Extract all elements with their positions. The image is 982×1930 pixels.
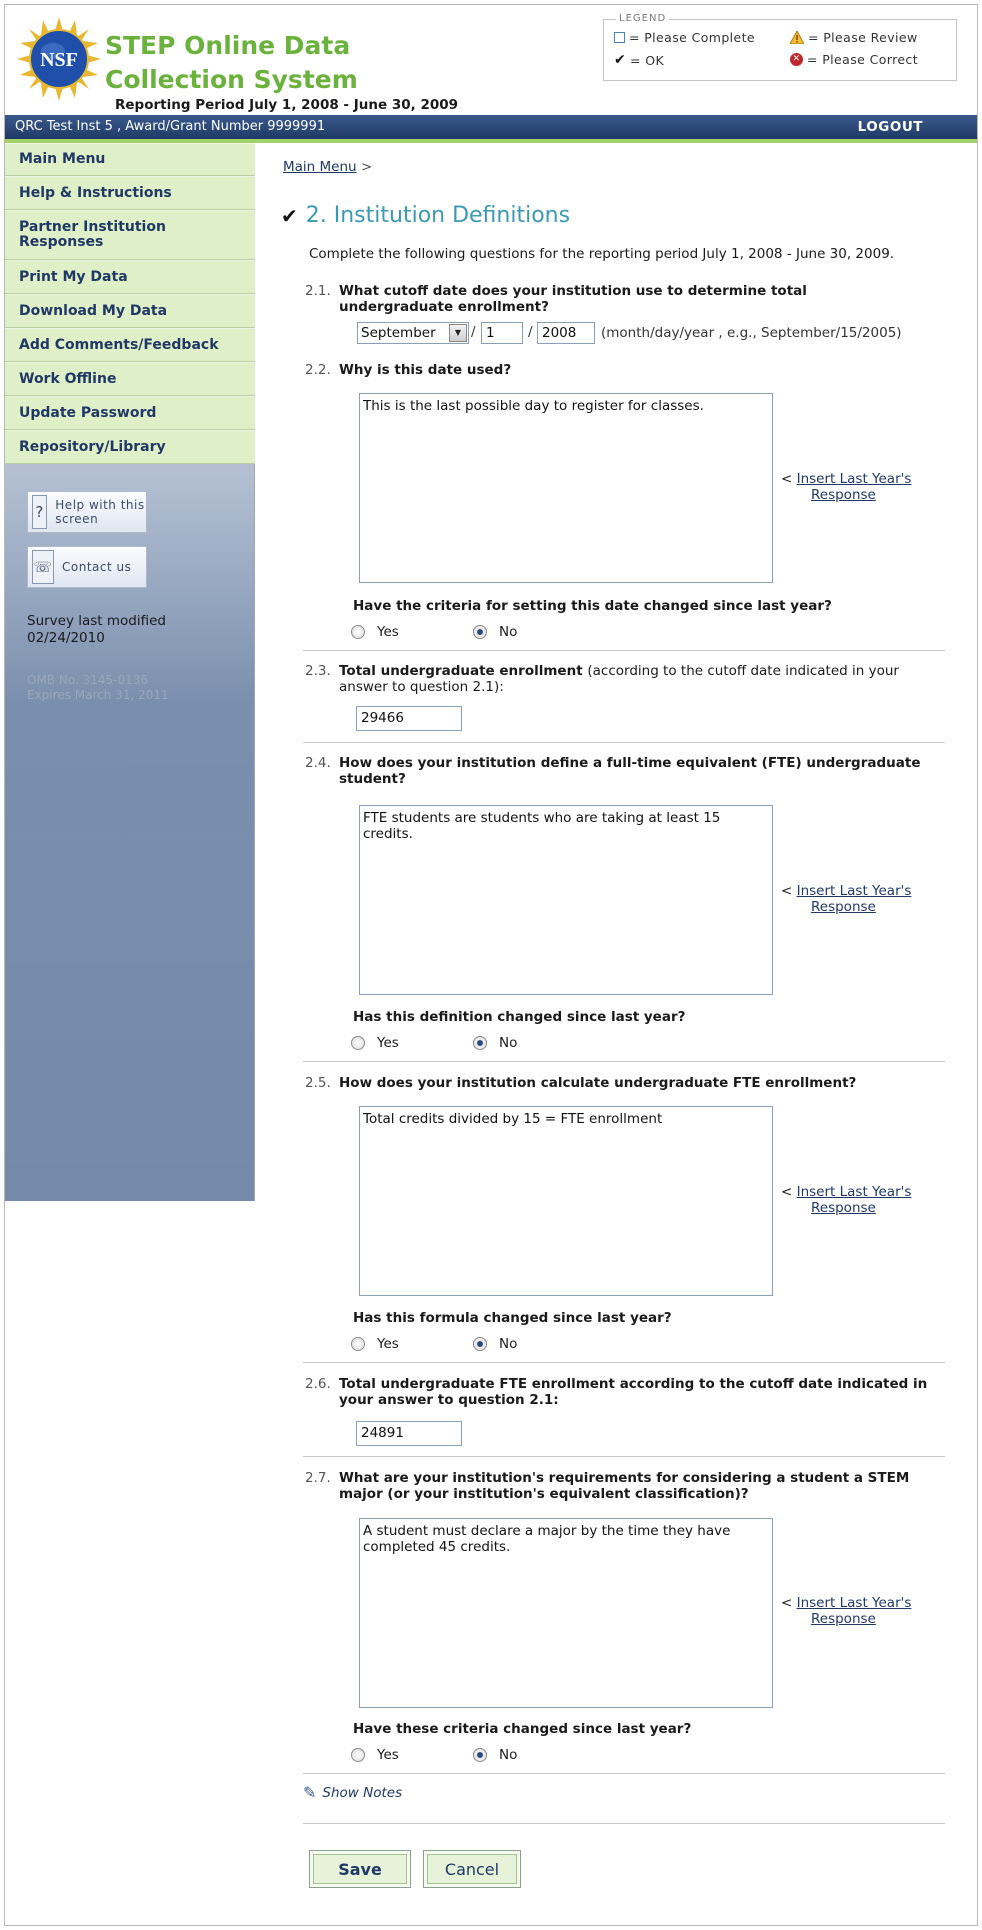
survey-modified-label: Survey last modified bbox=[27, 613, 167, 629]
insert-link-line2: Response bbox=[811, 1611, 876, 1627]
omb-info bbox=[27, 673, 169, 703]
insert-last-year-2-5 bbox=[781, 1184, 941, 1216]
section-divider bbox=[303, 1061, 945, 1062]
legend-ok bbox=[614, 52, 664, 68]
insert-link-line2: Response bbox=[811, 899, 876, 915]
sidebar-item-update-password[interactable]: Update Password bbox=[5, 396, 255, 430]
section-divider bbox=[303, 650, 945, 651]
insert-link-line1: Insert Last Year's bbox=[796, 1184, 912, 1200]
app-title: STEP Online Data Collection System bbox=[105, 31, 358, 94]
answer-2-4-textarea[interactable]: FTE students are students who are taking at least 15 credits. bbox=[359, 805, 773, 995]
chevron-down-icon: ▼ bbox=[449, 324, 467, 342]
help-button-label: Help with this screen bbox=[55, 498, 145, 526]
radio-no-2-4[interactable] bbox=[473, 1035, 517, 1051]
page-intro: Complete the following questions for the reporting period July 1, 2008 - June 30, 2009. bbox=[309, 246, 895, 262]
reporting-period: Reporting Period July 1, 2008 - June 30, 2009 bbox=[115, 97, 459, 113]
question-2-2-text: Why is this date used? bbox=[339, 362, 512, 378]
legend-please-review bbox=[790, 30, 918, 45]
logo-text: NSF bbox=[40, 49, 78, 71]
question-2-7-text: What are your institution's requirements for considering a student a STEM major (or your institution's equivalent classification)? bbox=[339, 1470, 910, 1502]
date-separator: / bbox=[471, 324, 476, 340]
insert-link-line1: Insert Last Year's bbox=[796, 471, 912, 487]
radio-button-selected[interactable] bbox=[473, 1337, 487, 1351]
question-2-5-text: How does your institution calculate undergraduate FTE enrollment? bbox=[339, 1075, 857, 1091]
question-2-3-normal: (according to the cutoff date indicated in your answer to question 2.1): bbox=[339, 663, 899, 695]
breadcrumb-main-menu-link[interactable]: Main Menu bbox=[283, 159, 357, 175]
question-number: 2.1. bbox=[305, 283, 331, 299]
legend-please-correct bbox=[790, 52, 918, 67]
app-window bbox=[4, 4, 978, 1926]
question-2-4-changed: Has this definition changed since last year? bbox=[353, 1009, 686, 1025]
show-notes-link[interactable]: Show Notes bbox=[322, 1784, 403, 1801]
help-with-screen-button[interactable] bbox=[27, 491, 147, 533]
cutoff-month-select[interactable] bbox=[357, 322, 469, 344]
radio-label: Yes bbox=[377, 1035, 399, 1051]
radio-yes-2-4[interactable] bbox=[351, 1035, 399, 1051]
radio-button-selected[interactable] bbox=[473, 1748, 487, 1762]
sidebar-item-partner-responses[interactable]: Partner Institution Responses bbox=[5, 210, 255, 260]
answer-2-7-textarea[interactable]: A student must declare a major by the time they have completed 45 credits. bbox=[359, 1518, 773, 1708]
question-2-5-changed: Has this formula changed since last year? bbox=[353, 1310, 672, 1326]
save-button[interactable]: Save bbox=[309, 1850, 411, 1888]
section-divider bbox=[303, 1773, 945, 1774]
sidebar-item-work-offline[interactable]: Work Offline bbox=[5, 362, 255, 396]
legend-label: = Please Correct bbox=[807, 52, 919, 67]
section-divider bbox=[303, 1823, 945, 1824]
section-divider bbox=[303, 742, 945, 743]
question-2-4-text: How does your institution define a full-time equivalent (FTE) undergraduate student? bbox=[339, 755, 921, 787]
radio-button[interactable] bbox=[351, 1337, 365, 1351]
insert-last-year-link[interactable] bbox=[781, 883, 941, 915]
main-content bbox=[255, 143, 977, 1923]
radio-label: Yes bbox=[377, 1336, 399, 1352]
sidebar-item-repository-library[interactable]: Repository/Library bbox=[5, 430, 255, 464]
radio-button[interactable] bbox=[351, 1748, 365, 1762]
fte-enrollment-input[interactable]: 24891 bbox=[356, 1421, 462, 1446]
section-divider bbox=[303, 1456, 945, 1457]
question-2-7-changed: Have these criteria changed since last year? bbox=[353, 1721, 692, 1737]
radio-label: Yes bbox=[377, 624, 399, 640]
radio-label: No bbox=[499, 1336, 518, 1352]
legend-title: LEGEND bbox=[616, 13, 669, 24]
question-number: 2.6. bbox=[305, 1376, 331, 1392]
cutoff-year-input[interactable]: 2008 bbox=[537, 322, 595, 344]
question-number: 2.5. bbox=[305, 1075, 331, 1091]
insert-prefix: < bbox=[781, 883, 793, 899]
legend bbox=[603, 13, 957, 81]
pencil-note-icon: ✎ bbox=[303, 1783, 317, 1802]
cutoff-day-input[interactable]: 1 bbox=[481, 322, 523, 344]
enrollment-input[interactable]: 29466 bbox=[356, 706, 462, 731]
phone-icon: ☏ bbox=[32, 550, 54, 584]
sidebar-item-help-instructions[interactable]: Help & Instructions bbox=[5, 176, 255, 210]
radio-yes-2-7[interactable] bbox=[351, 1747, 399, 1763]
date-separator: / bbox=[528, 324, 533, 340]
insert-prefix: < bbox=[781, 1595, 793, 1611]
insert-last-year-link[interactable] bbox=[781, 1184, 941, 1216]
insert-last-year-2-2 bbox=[781, 471, 941, 503]
legend-label: = Please Complete bbox=[629, 30, 756, 45]
cutoff-month-value: September bbox=[361, 325, 436, 341]
radio-label: No bbox=[499, 624, 518, 640]
warning-icon bbox=[790, 31, 804, 44]
insert-link-line2: Response bbox=[811, 1200, 876, 1216]
question-2-3-bold: Total undergraduate enrollment bbox=[339, 663, 583, 679]
insert-prefix: < bbox=[781, 471, 793, 487]
user-info: QRC Test Inst 5 , Award/Grant Number 9999991 bbox=[15, 119, 326, 134]
contact-button-label: Contact us bbox=[62, 560, 132, 574]
legend-please-complete bbox=[614, 30, 755, 45]
page-title-text: 2. Institution Definitions bbox=[305, 203, 571, 228]
sidebar bbox=[5, 143, 255, 1201]
date-format-hint: (month/day/year , e.g., September/15/2005) bbox=[601, 325, 902, 341]
insert-last-year-link[interactable] bbox=[781, 1595, 941, 1627]
nsf-logo bbox=[17, 17, 101, 101]
logout-link[interactable]: LOGOUT bbox=[857, 119, 923, 135]
radio-no-2-2[interactable] bbox=[473, 624, 517, 640]
question-2-1-text: What cutoff date does your institution use to determine total undergraduate enrollment? bbox=[339, 283, 807, 315]
omb-expires: Expires March 31, 2011 bbox=[27, 688, 169, 702]
question-number: 2.4. bbox=[305, 755, 331, 771]
radio-label: No bbox=[499, 1747, 518, 1763]
top-bar bbox=[5, 115, 977, 139]
insert-prefix: < bbox=[781, 1184, 793, 1200]
section-divider bbox=[303, 1362, 945, 1363]
legend-label: = OK bbox=[630, 52, 665, 68]
contact-us-button[interactable] bbox=[27, 546, 147, 588]
check-icon: ✔ bbox=[614, 52, 627, 68]
page-title bbox=[281, 203, 570, 228]
radio-button[interactable] bbox=[351, 1036, 365, 1050]
insert-last-year-link[interactable] bbox=[781, 471, 941, 503]
radio-label: No bbox=[499, 1035, 518, 1051]
radio-button-selected[interactable] bbox=[473, 625, 487, 639]
insert-link-line2: Response bbox=[811, 487, 876, 503]
radio-no-2-7[interactable] bbox=[473, 1747, 517, 1763]
sidebar-item-add-comments[interactable]: Add Comments/Feedback bbox=[5, 328, 255, 362]
survey-modified-date: 02/24/2010 bbox=[27, 630, 105, 646]
question-icon: ? bbox=[32, 495, 47, 529]
insert-last-year-2-7 bbox=[781, 1595, 941, 1627]
breadcrumb bbox=[283, 159, 372, 175]
insert-link-line1: Insert Last Year's bbox=[796, 1595, 912, 1611]
radio-button-selected[interactable] bbox=[473, 1036, 487, 1050]
radio-yes-2-2[interactable] bbox=[351, 624, 399, 640]
empty-box-icon bbox=[614, 32, 625, 43]
question-number: 2.2. bbox=[305, 362, 331, 378]
question-number: 2.7. bbox=[305, 1470, 331, 1486]
show-notes bbox=[303, 1783, 402, 1802]
question-number: 2.3. bbox=[305, 663, 331, 679]
radio-no-2-5[interactable] bbox=[473, 1336, 517, 1352]
question-2-2-changed: Have the criteria for setting this date changed since last year? bbox=[353, 598, 832, 614]
radio-button[interactable] bbox=[351, 625, 365, 639]
radio-yes-2-5[interactable] bbox=[351, 1336, 399, 1352]
breadcrumb-separator: > bbox=[360, 159, 373, 175]
question-2-6-text: Total undergraduate FTE enrollment according to the cutoff date indicated in your answer to question 2.1: bbox=[339, 1376, 928, 1408]
cancel-button[interactable]: Cancel bbox=[423, 1850, 521, 1888]
header bbox=[5, 5, 977, 115]
insert-last-year-2-4 bbox=[781, 883, 941, 915]
error-x-icon: ✕ bbox=[790, 53, 803, 66]
legend-label: = Please Review bbox=[808, 30, 918, 45]
survey-last-modified bbox=[27, 613, 166, 647]
sidebar-item-main-menu[interactable]: Main Menu bbox=[5, 143, 255, 176]
omb-number: OMB No. 3145-0136 bbox=[27, 673, 148, 687]
radio-label: Yes bbox=[377, 1747, 399, 1763]
question-2-3-text bbox=[339, 663, 939, 695]
answer-2-5-textarea[interactable]: Total credits divided by 15 = FTE enrollment bbox=[359, 1106, 773, 1296]
answer-2-2-textarea[interactable]: This is the last possible day to register for classes. bbox=[359, 393, 773, 583]
sidebar-item-download-data[interactable]: Download My Data bbox=[5, 294, 255, 328]
sidebar-item-print-data[interactable]: Print My Data bbox=[5, 260, 255, 294]
insert-link-line1: Insert Last Year's bbox=[796, 883, 912, 899]
check-icon: ✔ bbox=[281, 203, 298, 228]
